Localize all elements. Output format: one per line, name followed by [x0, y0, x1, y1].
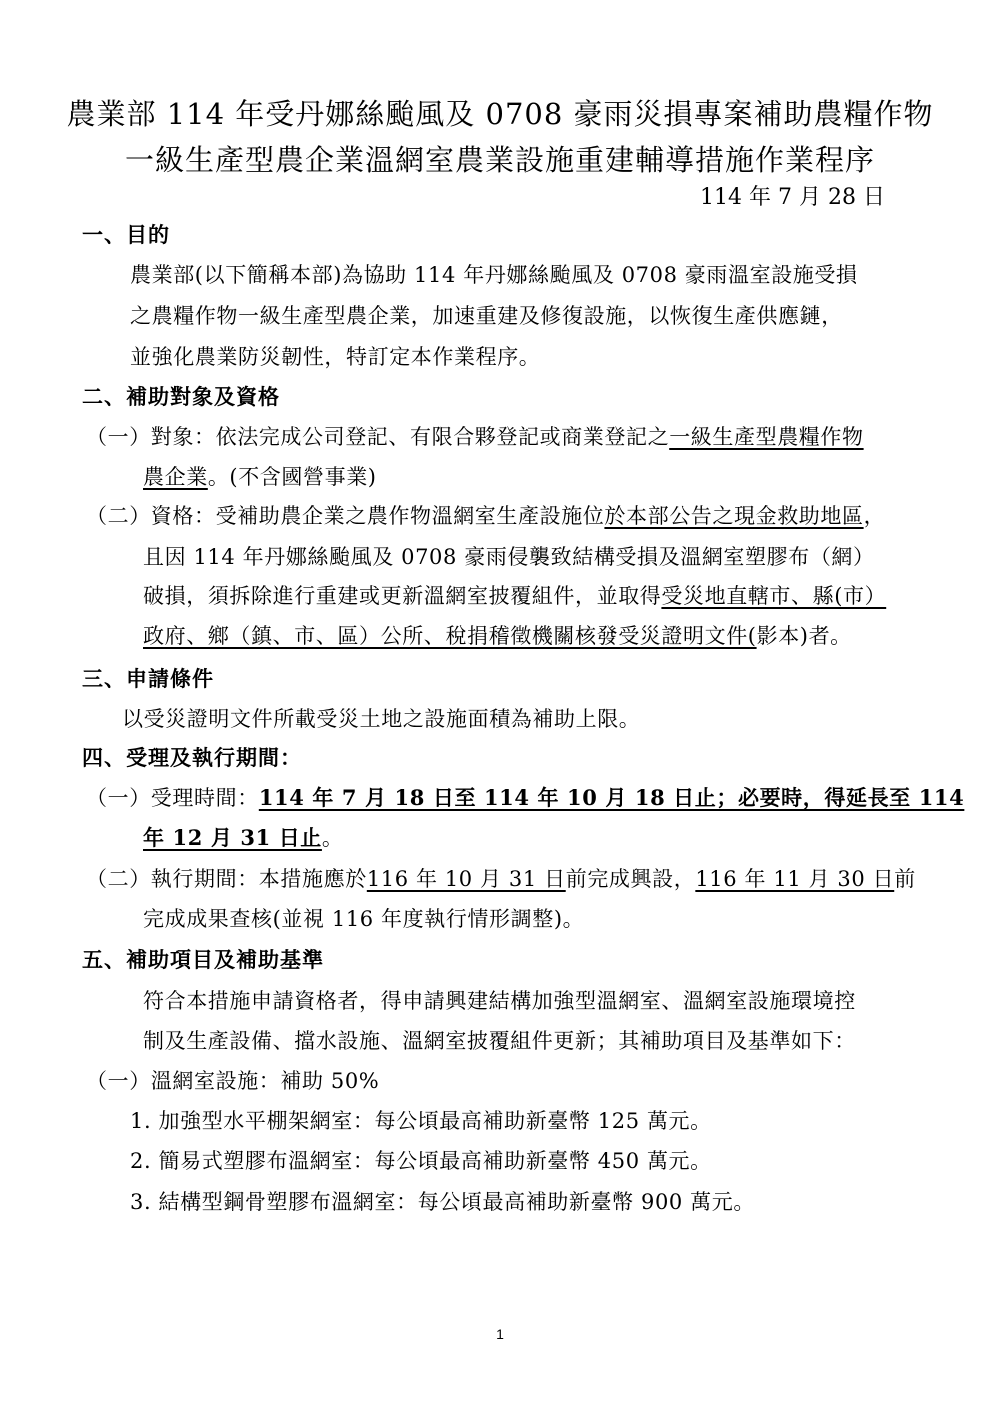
section-4-item-1-period-mark: 。: [321, 826, 344, 850]
section-5-line-1: 符合本措施申請資格者，得申請興建結構加強型溫網室、溫網室設施環境控: [143, 989, 856, 1013]
section-2-item-2-line-2: 且因 114 年丹娜絲颱風及 0708 豪雨侵襲致結構受損及溫網室塑膠布（網）: [143, 545, 875, 569]
document-title-line-1: 農業部 114 年受丹娜絲颱風及 0708 豪雨災損專案補助農糧作物: [66, 97, 934, 131]
section-2-heading: 二、補助對象及資格: [82, 385, 280, 409]
section-4-item-1-label: （一）受理時間：: [86, 786, 259, 810]
section-3-heading: 三、申請條件: [82, 667, 214, 691]
list-item: 1. 加強型水平棚架網室：每公頃最高補助新臺幣 125 萬元。: [130, 1109, 712, 1133]
section-2-item-2-line-4-underline: 政府、鄉（鎮、市、區）公所、稅捐稽徵機關核發受災證明文件(: [143, 624, 757, 648]
section-5-sub-1: （一）溫網室設施：補助 50%: [86, 1069, 380, 1093]
section-4-item-2-mid: 前完成興設，: [565, 867, 696, 891]
section-1-line-2: 之農糧作物一級生產型農企業，加速重建及修復設施，以恢復生產供應鏈，: [130, 304, 843, 328]
section-4-item-2-label: （二）執行期間：本措施應於: [86, 867, 367, 891]
document-date: 114 年 7 月 28 日: [700, 185, 885, 210]
list-item: 3. 結構型鋼骨塑膠布溫網室：每公頃最高補助新臺幣 900 萬元。: [130, 1190, 755, 1214]
section-1-heading: 一、目的: [82, 223, 170, 247]
section-2-item-2-line-4-text: 影本)者。: [756, 624, 852, 648]
section-4-item-1-line-1: [86, 782, 964, 812]
section-4-item-1-line-2: [143, 822, 344, 852]
section-2-item-1-text: （一）對象：依法完成公司登記、有限合夥登記或商業登記之: [86, 425, 670, 449]
section-4-item-2-line-1: [86, 863, 916, 893]
section-4-item-2-date-2: 116 年 11 月 30 日: [695, 867, 895, 891]
page-number: 1: [496, 1326, 504, 1342]
section-4-item-1-period: 114 年 7 月 18 日至 114 年 10 月 18 日止；必要時，得延長至 114: [258, 785, 965, 810]
section-2-item-2-comma: ，: [863, 504, 886, 528]
section-4-item-1-period-end: 年 12 月 31 日止: [143, 825, 322, 850]
section-2-item-1-line-1: [86, 421, 864, 451]
section-2-item-1-line-2: [143, 461, 377, 491]
section-2-item-2-line-1: [86, 500, 885, 530]
section-2-item-2-line-3-underline: 受災地直轄市、縣(市）: [661, 584, 887, 608]
section-2-item-2-line-4: [143, 620, 852, 650]
section-4-item-2-end: 前: [894, 867, 916, 891]
section-4-heading: 四、受理及執行期間：: [82, 746, 302, 770]
section-2-item-1-underline: 一級生產型農糧作物: [669, 425, 864, 449]
section-4-item-2-date-1: 116 年 10 月 31 日: [366, 867, 566, 891]
section-3-line-1: 以受災證明文件所載受災土地之設施面積為補助上限。: [122, 707, 641, 731]
section-5-heading: 五、補助項目及補助基準: [82, 948, 324, 972]
list-item: 2. 簡易式塑膠布溫網室：每公頃最高補助新臺幣 450 萬元。: [130, 1149, 712, 1173]
section-2-item-1-underline-2: 農企業: [143, 465, 208, 489]
section-2-item-2-line-3: [143, 580, 886, 610]
section-1-line-1: 農業部(以下簡稱本部)為協助 114 年丹娜絲颱風及 0708 豪雨溫室設施受損: [130, 263, 858, 287]
section-2-item-1-note: 。(不含國營事業): [207, 465, 377, 489]
document-title-line-2: 一級生產型農企業溫網室農業設施重建輔導措施作業程序: [124, 143, 875, 177]
section-1-line-3: 並強化農業防災韌性，特訂定本作業程序。: [130, 345, 541, 369]
section-2-item-2-text: （二）資格：受補助農企業之農作物溫網室生產設施位: [86, 504, 605, 528]
section-2-item-2-underline: 於本部公告之現金救助地區: [604, 504, 864, 528]
section-4-item-2-line-2: 完成成果查核(並視 116 年度執行情形調整)。: [143, 907, 585, 931]
section-5-line-2: 制及生產設備、擋水設施、溫網室披覆組件更新；其補助項目及基準如下：: [143, 1029, 856, 1053]
section-2-item-2-line-3-text: 破損，須拆除進行重建或更新溫網室披覆組件，並取得: [143, 584, 662, 608]
